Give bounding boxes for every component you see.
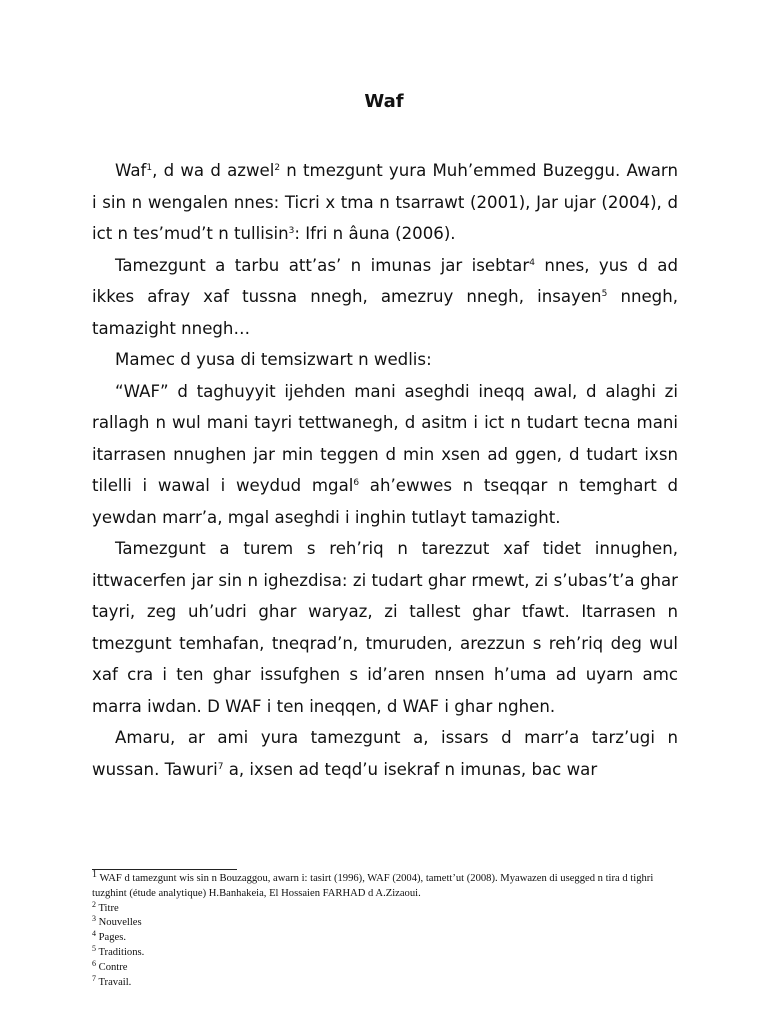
footnote-item — [92, 899, 682, 917]
document-body — [92, 155, 678, 785]
paragraph — [92, 344, 678, 376]
footnote-ref: 6 — [353, 478, 360, 488]
text-run: ah’ewwes n tseqqar n temghart d yewdan marr’a, mgal aseghdi i inghin tutlayt tamazight. — [92, 476, 678, 527]
footnote-text: Titre — [96, 902, 119, 914]
paragraph — [92, 722, 678, 785]
footnote-number: 6 — [92, 958, 96, 968]
text-run: Amaru, ar ami yura tamezgunt a, issars d marr’a tarz’ugi n wussan. Tawuri — [92, 728, 678, 779]
footnote-ref: 2 — [274, 163, 281, 173]
footnote-ref: 4 — [529, 257, 535, 268]
text-run: , d wa d azwel — [152, 161, 275, 180]
footnote-item — [92, 931, 682, 946]
footnote-number: 2 — [92, 899, 96, 909]
text-run: nnegh, tamazight nnegh… — [92, 287, 679, 338]
document-title: Waf — [364, 91, 404, 112]
footnote-text: Contre — [96, 961, 128, 973]
footnote-number: 5 — [92, 943, 96, 953]
text-run: a, ixsen ad teqd’u isekraf n imunas, bac war — [223, 759, 598, 779]
footnote-ref: 3 — [288, 226, 295, 236]
footnotes — [92, 869, 682, 990]
footnote-text: Nouvelles — [96, 917, 142, 929]
footnote-text: Pages. — [96, 932, 127, 944]
text-run: : Ifri n âuna (2006). — [294, 224, 456, 243]
footnote-number: 3 — [92, 914, 96, 924]
text-run: Tamezgunt a turem s reh’riq n tarezzut xaf tidet innughen, ittwacerfen jar sin n ighezdisa: zi tudart ghar rmewt, zi s’ubas’t’a ghar tayri, zeg uh’udri ghar waryaz, zi tallest ghar tfawt. Itarrasen n tmezgunt temhafan, tneqrad’n, tmuruden, arezzun s reh’riq deg wul xaf cra i ten ghar issufghen s id’aren nnsen h’uma ad uyarn amc marra iwdan. D WAF i ten ineqqen, d WAF i ghar nghen. — [92, 539, 678, 716]
footnote-number: 7 — [92, 973, 96, 983]
paragraph — [92, 376, 678, 534]
footnote-number: 4 — [92, 929, 96, 939]
footnote-text: WAF d tamezgunt wis sin n Bouzaggou, awarn i: tasirt (1996), WAF (2004), tamett’ut (2008). Myawazen di usegged n tira d tighri tuzghint (étude analytique) H.Banhakeia, El Hossaien FARHAD d A.Zizaoui. — [92, 873, 654, 899]
paragraph — [92, 250, 678, 345]
text-run: “WAF” d taghuyyit ijehden mani aseghdi ineqq awal, d alaghi zi rallagh n wul mani tayri tettwanegh, d asitm i ict n tudart tecna mani itarrasen nnughen jar min teggen d min xsen ad ggen, d tudart ixsn tilelli i wawal i weydud mgal — [92, 381, 678, 495]
footnote-separator — [92, 869, 237, 870]
footnote-number: 1 — [92, 869, 97, 880]
footnote-item — [92, 869, 682, 902]
text-run: n tmezgunt yura Muh’emmed Buzeggu. Awarn i sin n wengalen nnes: Ticri x tma n tsarrawt (2001), Jar ujar (2004), d ict n tes’mud’t n tullisin — [92, 161, 678, 243]
footnote-text: Travail. — [96, 976, 132, 988]
footnote-item — [92, 958, 682, 976]
footnote-ref: 5 — [601, 289, 608, 299]
text-run: Mamec d yusa di temsizwart n wedlis: — [115, 350, 432, 369]
footnote-item — [92, 916, 682, 931]
footnote-item — [92, 973, 682, 991]
text-run: Tamezgunt a tarbu att’as’ n imunas jar isebtar — [115, 255, 530, 275]
footnote-ref: 7 — [217, 761, 224, 772]
paragraph — [92, 533, 678, 722]
footnote-text: Traditions. — [96, 946, 145, 958]
text-run: Waf — [115, 161, 147, 180]
footnote-item — [92, 943, 682, 961]
paragraph — [92, 155, 678, 250]
text-run: nnes, yus d ad ikkes afray xaf tussna nnegh, amezruy nnegh, insayen — [92, 255, 678, 306]
footnote-ref: 1 — [146, 163, 153, 173]
